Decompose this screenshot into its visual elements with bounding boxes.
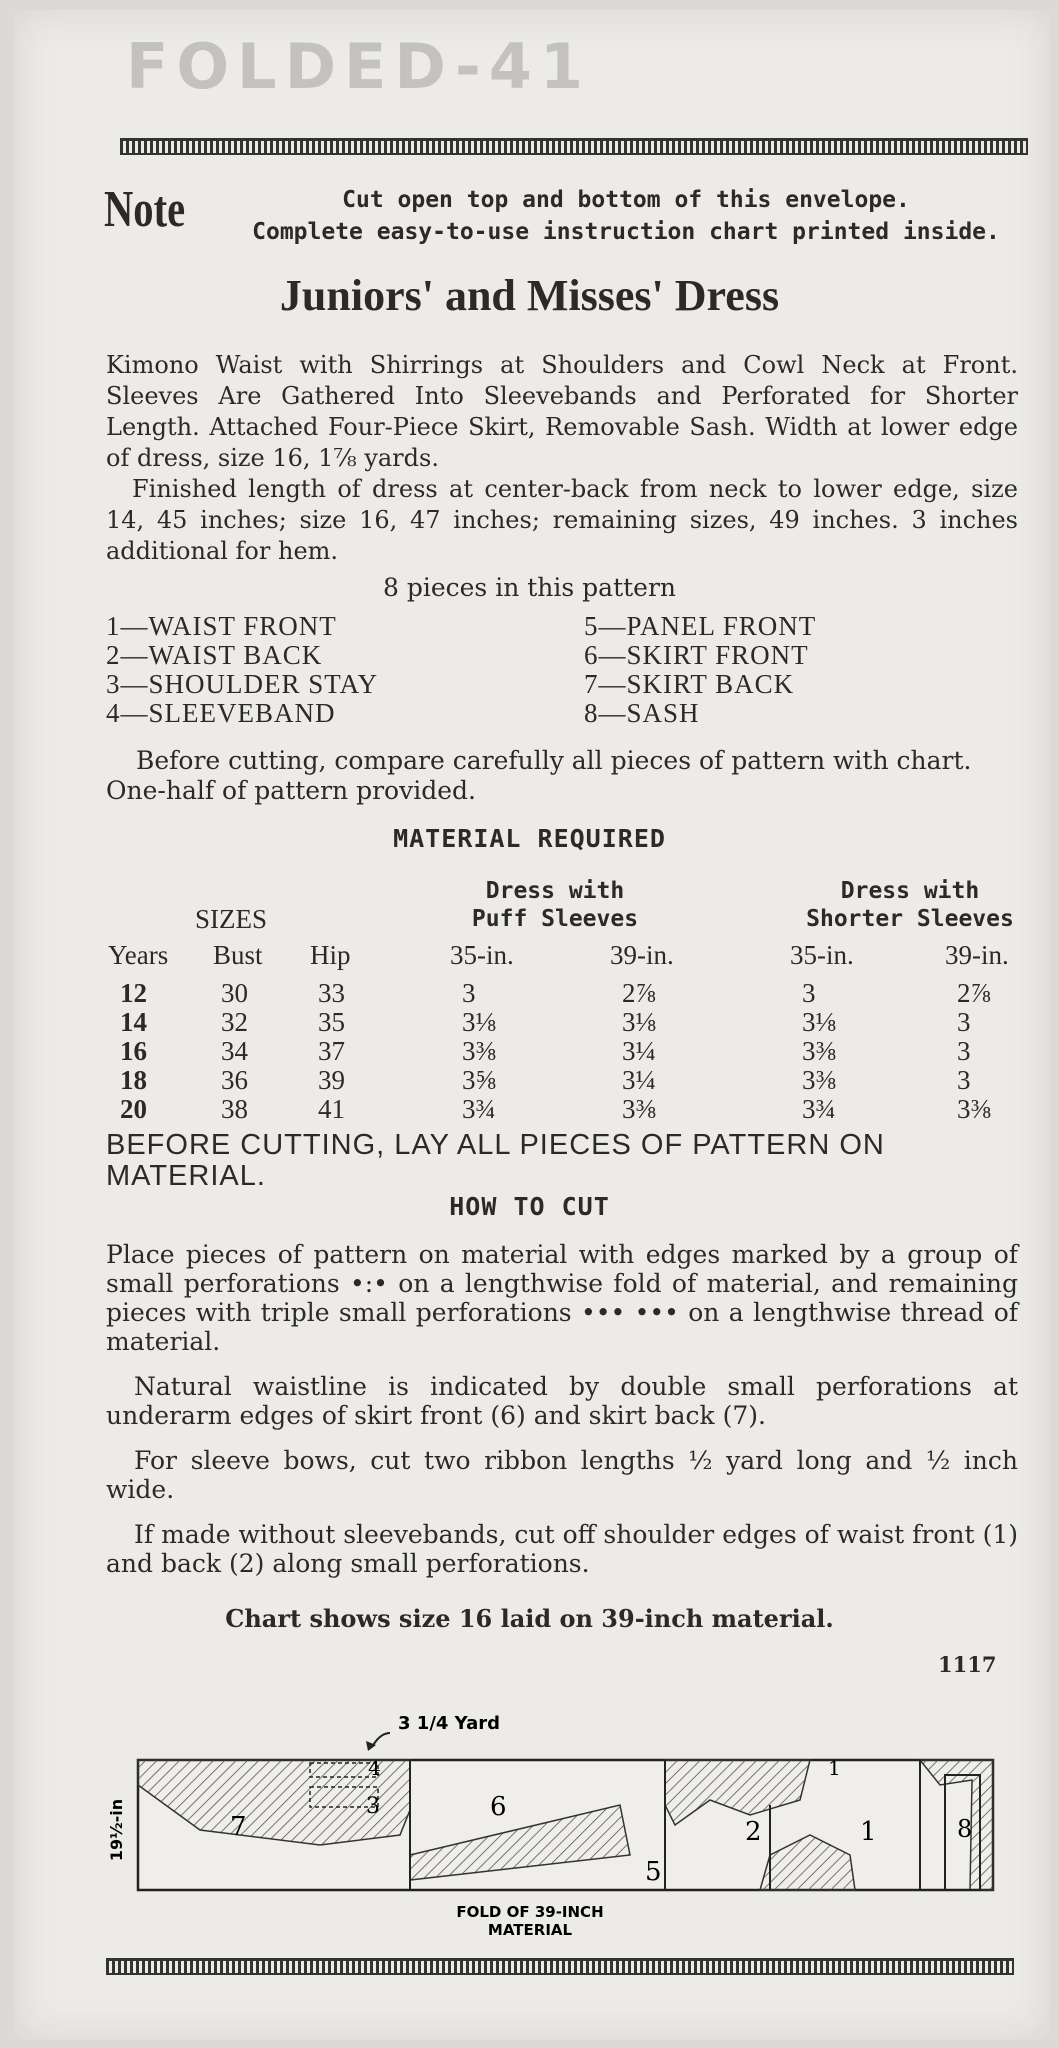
table-cell: 3¾ [462, 1094, 496, 1124]
table-cell: 3⅝ [462, 1065, 496, 1095]
table-cell: 33 [318, 978, 345, 1008]
pieces-count: 8 pieces in this pattern [382, 573, 677, 602]
how-to-cut-p3: For sleeve bows, cut two ribbon lengths ½ yard long and ½ inch wide. [106, 1446, 1018, 1504]
lay-all-notice: BEFORE CUTTING, LAY ALL PIECES OF PATTERN ON MATERIAL. [106, 1129, 885, 1192]
top-rule [120, 138, 1028, 155]
column-header: Hip [310, 940, 351, 970]
group2-line1: Dress with [840, 878, 980, 904]
how-to-cut-p2: Natural waistline is indicated by double small perforations at underarm edges of skirt front (6) and skirt back (7). [106, 1372, 1018, 1430]
table-cell: 37 [318, 1036, 345, 1066]
piece-number: 1 [860, 1817, 877, 1847]
column-header: 35-in. [450, 940, 514, 970]
piece-item: 5—PANEL FRONT [584, 611, 817, 641]
how-to-cut-p4: If made without sleevebands, cut off shoulder edges of waist front (1) and back (2) along small perforations. [106, 1520, 1018, 1578]
ghost-stamp-text: FOLDED-41 [126, 30, 592, 103]
before-cutting-text: Before cutting, compare carefully all pieces of pattern with chart. One-half of pattern provided. [106, 746, 972, 805]
bottom-rule [106, 1958, 1014, 1975]
piece-number: 4 [368, 1756, 381, 1780]
table-cell: 14 [120, 1007, 147, 1037]
table-cell: 32 [221, 1007, 248, 1037]
chart-caption: Chart shows size 16 laid on 39-inch material. [225, 1604, 834, 1633]
table-cell: 16 [120, 1036, 147, 1066]
piece-item: 4—SLEEVEBAND [106, 698, 336, 728]
layout-diagram [107, 1705, 1010, 1955]
fold-label-1: FOLD OF 39-INCH [456, 1903, 604, 1921]
note-line-1: Cut open top and bottom of this envelope. [342, 187, 910, 213]
note-text [236, 184, 1016, 248]
pieces-right-column [584, 612, 1034, 728]
table-cell: 18 [120, 1065, 147, 1095]
piece-number: 7 [230, 1812, 247, 1842]
table-cell: 3¼ [622, 1036, 656, 1066]
table-cell: 39 [318, 1065, 345, 1095]
table-cell: 2⅞ [957, 978, 991, 1008]
table-cell: 30 [221, 978, 248, 1008]
table-cell: 34 [221, 1036, 248, 1066]
before-cutting-note [106, 746, 1018, 806]
piece-item: 6—SKIRT FRONT [584, 640, 809, 670]
table-cell: 3 [462, 978, 476, 1008]
piece-number: 5 [645, 1857, 662, 1887]
table-cell: 36 [221, 1065, 248, 1095]
piece-item: 3—SHOULDER STAY [106, 669, 379, 699]
table-cell: 3⅜ [957, 1094, 991, 1124]
piece-item: 8—SASH [584, 698, 700, 728]
column-header: Years [108, 940, 169, 970]
piece-number: 8 [957, 1815, 973, 1843]
piece-number: 2 [745, 1817, 762, 1847]
group1-line1: Dress with [485, 878, 625, 904]
table-cell: 35 [318, 1007, 345, 1037]
piece-item: 1—WAIST FRONT [106, 611, 337, 641]
page-title: Juniors' and Misses' Dress [279, 271, 780, 320]
table-cell: 3 [802, 978, 816, 1008]
table-cell: 3⅜ [802, 1036, 836, 1066]
table-cell: 3 [957, 1007, 971, 1037]
table-cell: 38 [221, 1094, 248, 1124]
pattern-number: 1117 [938, 1652, 997, 1677]
table-cell: 3⅜ [802, 1065, 836, 1095]
sizes-label: SIZES [195, 904, 268, 934]
column-header: Bust [213, 940, 263, 970]
table-cell: 3⅛ [622, 1007, 656, 1037]
how-to-cut-p1: Place pieces of pattern on material with edges marked by a group of small perforations •:• on a lengthwise fold of material, and remaining pieces with triple small perforations ••• ••• on a lengthwise thread of material. [106, 1240, 1018, 1356]
table-cell: 3 [957, 1065, 971, 1095]
table-cell: 20 [120, 1094, 147, 1124]
table-cell: 3 [957, 1036, 971, 1066]
material-heading: MATERIAL REQUIRED [393, 824, 666, 853]
width-label: 19½-in [107, 1798, 126, 1862]
table-cell: 12 [120, 978, 147, 1008]
description [106, 350, 1018, 567]
description-p1: Kimono Waist with Shirrings at Shoulders and Cowl Neck at Front. Sleeves Are Gathered Into Sleevebands and Perforated for Shorter Length. Attached Four-Piece Skirt, Removable Sash. Width at lower edge of dress, size 16, 1⅞ yards. [106, 351, 1018, 472]
piece-number: 6 [490, 1792, 507, 1822]
table-cell: 3⅜ [622, 1094, 656, 1124]
piece-number: 3 [366, 1794, 380, 1819]
table-cell: 3⅜ [462, 1036, 496, 1066]
table-cell: 3⅛ [802, 1007, 836, 1037]
description-p2: Finished length of dress at center-back from neck to lower edge, size 14, 45 inches; size 16, 47 inches; remaining sizes, 49 inches. 3 inches additional for hem. [106, 475, 1018, 565]
piece-number: 1 [828, 1756, 841, 1780]
table-cell: 41 [318, 1094, 345, 1124]
length-label: 3 1/4 Yard [398, 1713, 500, 1734]
column-header: 39-in. [610, 940, 674, 970]
table-cell: 2⅞ [622, 978, 656, 1008]
table-cell: 3¼ [622, 1065, 656, 1095]
pieces-left-column [106, 612, 556, 728]
how-to-cut-body [106, 1240, 1018, 1594]
note-line-2: Complete easy-to-use instruction chart printed inside. [252, 219, 1000, 245]
table-cell: 3⅛ [462, 1007, 496, 1037]
note-word: Note [104, 181, 186, 238]
fold-label-2: MATERIAL [487, 1921, 573, 1939]
how-to-cut-heading: HOW TO CUT [449, 1192, 610, 1221]
column-header: 35-in. [790, 940, 854, 970]
piece-item: 7—SKIRT BACK [584, 669, 795, 699]
column-header: 39-in. [945, 940, 1009, 970]
piece-item: 2—WAIST BACK [106, 640, 323, 670]
group2-line2: Shorter Sleeves [806, 906, 1014, 932]
table-cell: 3¾ [802, 1094, 836, 1124]
group1-line2: Puff Sleeves [471, 906, 639, 932]
